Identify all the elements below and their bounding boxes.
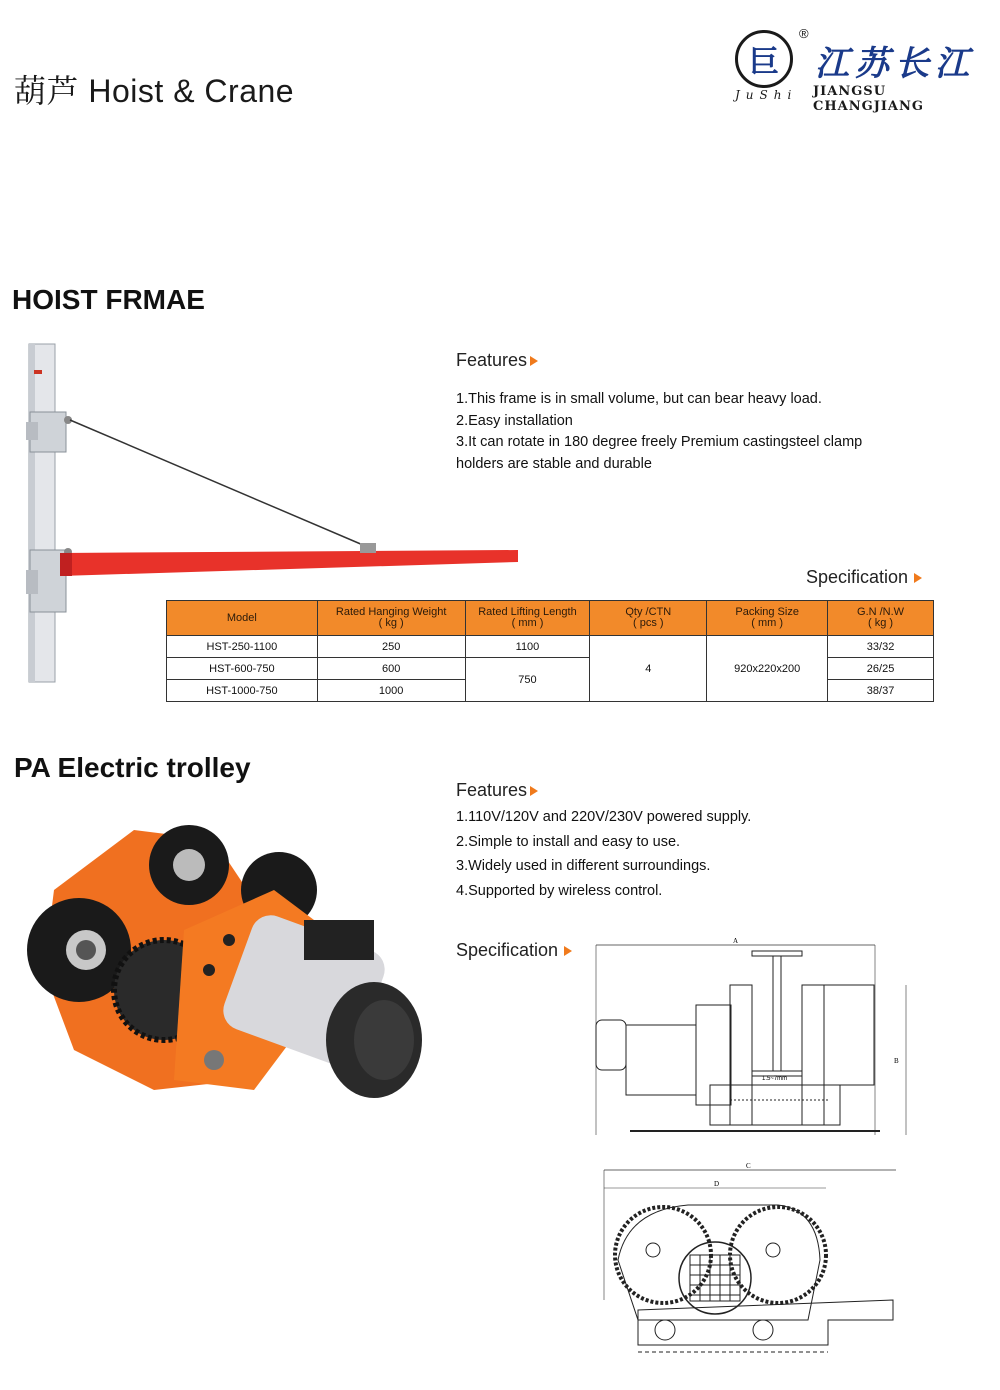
table-header-row xyxy=(167,601,934,636)
logo-chinese-name: 江苏长江 xyxy=(815,44,975,84)
registered-mark: ® xyxy=(799,26,809,41)
feature-item: 3.It can rotate in 180 degree freely Premium castingsteel clamp xyxy=(456,434,863,450)
trolley-specification-heading: Specification xyxy=(456,940,572,961)
cell-gnnw: 26/25 xyxy=(828,658,934,680)
flange-range-label: 1.5~7mm xyxy=(762,1076,788,1082)
logo-emblem: 巨 xyxy=(735,30,793,88)
cell-model: HST-250-1100 xyxy=(167,636,318,658)
cell-qty: 4 xyxy=(590,636,707,702)
feature-item: 4.Supported by wireless control. xyxy=(456,882,663,899)
arrow-icon xyxy=(564,946,572,956)
brand-logo xyxy=(733,26,988,116)
trolley-front-drawing xyxy=(598,1160,903,1365)
feature-item: 3.Widely used in different surroundings. xyxy=(456,858,711,874)
hoist-spec-table xyxy=(166,600,934,702)
dimension-c-label: C xyxy=(746,1162,751,1170)
cell-length: 1100 xyxy=(465,636,590,658)
dimension-b-label: B xyxy=(894,1057,899,1065)
feature-item: 2.Easy installation xyxy=(456,412,573,429)
feature-item: 1.This frame is in small volume, but can bear heavy load. xyxy=(456,391,822,407)
cell-packing: 920x220x200 xyxy=(707,636,828,702)
cell-weight: 600 xyxy=(317,658,465,680)
col-header-qty: Qty /CTN ( pcs ) xyxy=(590,601,707,636)
col-header-packing: Packing Size ( mm ) xyxy=(707,601,828,636)
cell-weight: 1000 xyxy=(317,680,465,702)
col-header-length: Rated Lifting Length ( mm ) xyxy=(465,601,590,636)
hoist-frame-title: HOIST FRMAE xyxy=(12,284,205,315)
cell-model: HST-600-750 xyxy=(167,658,318,680)
trolley-side-drawing xyxy=(590,935,910,1150)
feature-item: holders are stable and durable xyxy=(456,455,652,472)
cell-gnnw: 38/37 xyxy=(828,680,934,702)
trolley-features-heading: Features xyxy=(456,780,538,801)
cell-model: HST-1000-750 xyxy=(167,680,318,702)
trolley-title: PA Electric trolley xyxy=(14,752,251,783)
page-title: 葫芦 Hoist & Crane xyxy=(14,73,295,109)
arrow-icon xyxy=(530,786,538,796)
dimension-a-label: A xyxy=(733,937,739,945)
col-header-weight: Rated Hanging Weight ( kg ) xyxy=(317,601,465,636)
cell-gnnw: 33/32 xyxy=(828,636,934,658)
logo-english-name: JIANGSU CHANGJIANG xyxy=(813,84,925,114)
feature-item: 2.Simple to install and easy to use. xyxy=(456,833,681,850)
hoist-features-list xyxy=(456,389,926,475)
electric-trolley-image xyxy=(14,810,424,1100)
dimension-d-label: D xyxy=(714,1180,720,1188)
cell-length: 750 xyxy=(465,658,590,702)
trolley-features-list xyxy=(456,805,926,903)
arrow-icon xyxy=(530,356,538,366)
arrow-icon xyxy=(914,573,922,583)
cell-weight: 250 xyxy=(317,636,465,658)
feature-item: 1.110V/120V and 220V/230V powered supply. xyxy=(456,809,752,825)
col-header-weight-gross-net: G.N /N.W ( kg ) xyxy=(828,601,934,636)
col-header-model: Model xyxy=(167,601,318,636)
hoist-specification-heading: Specification xyxy=(806,567,922,588)
table-row xyxy=(167,636,934,658)
hoist-features-heading: Features xyxy=(456,350,538,371)
logo-brand-text: JuShi xyxy=(735,88,798,102)
